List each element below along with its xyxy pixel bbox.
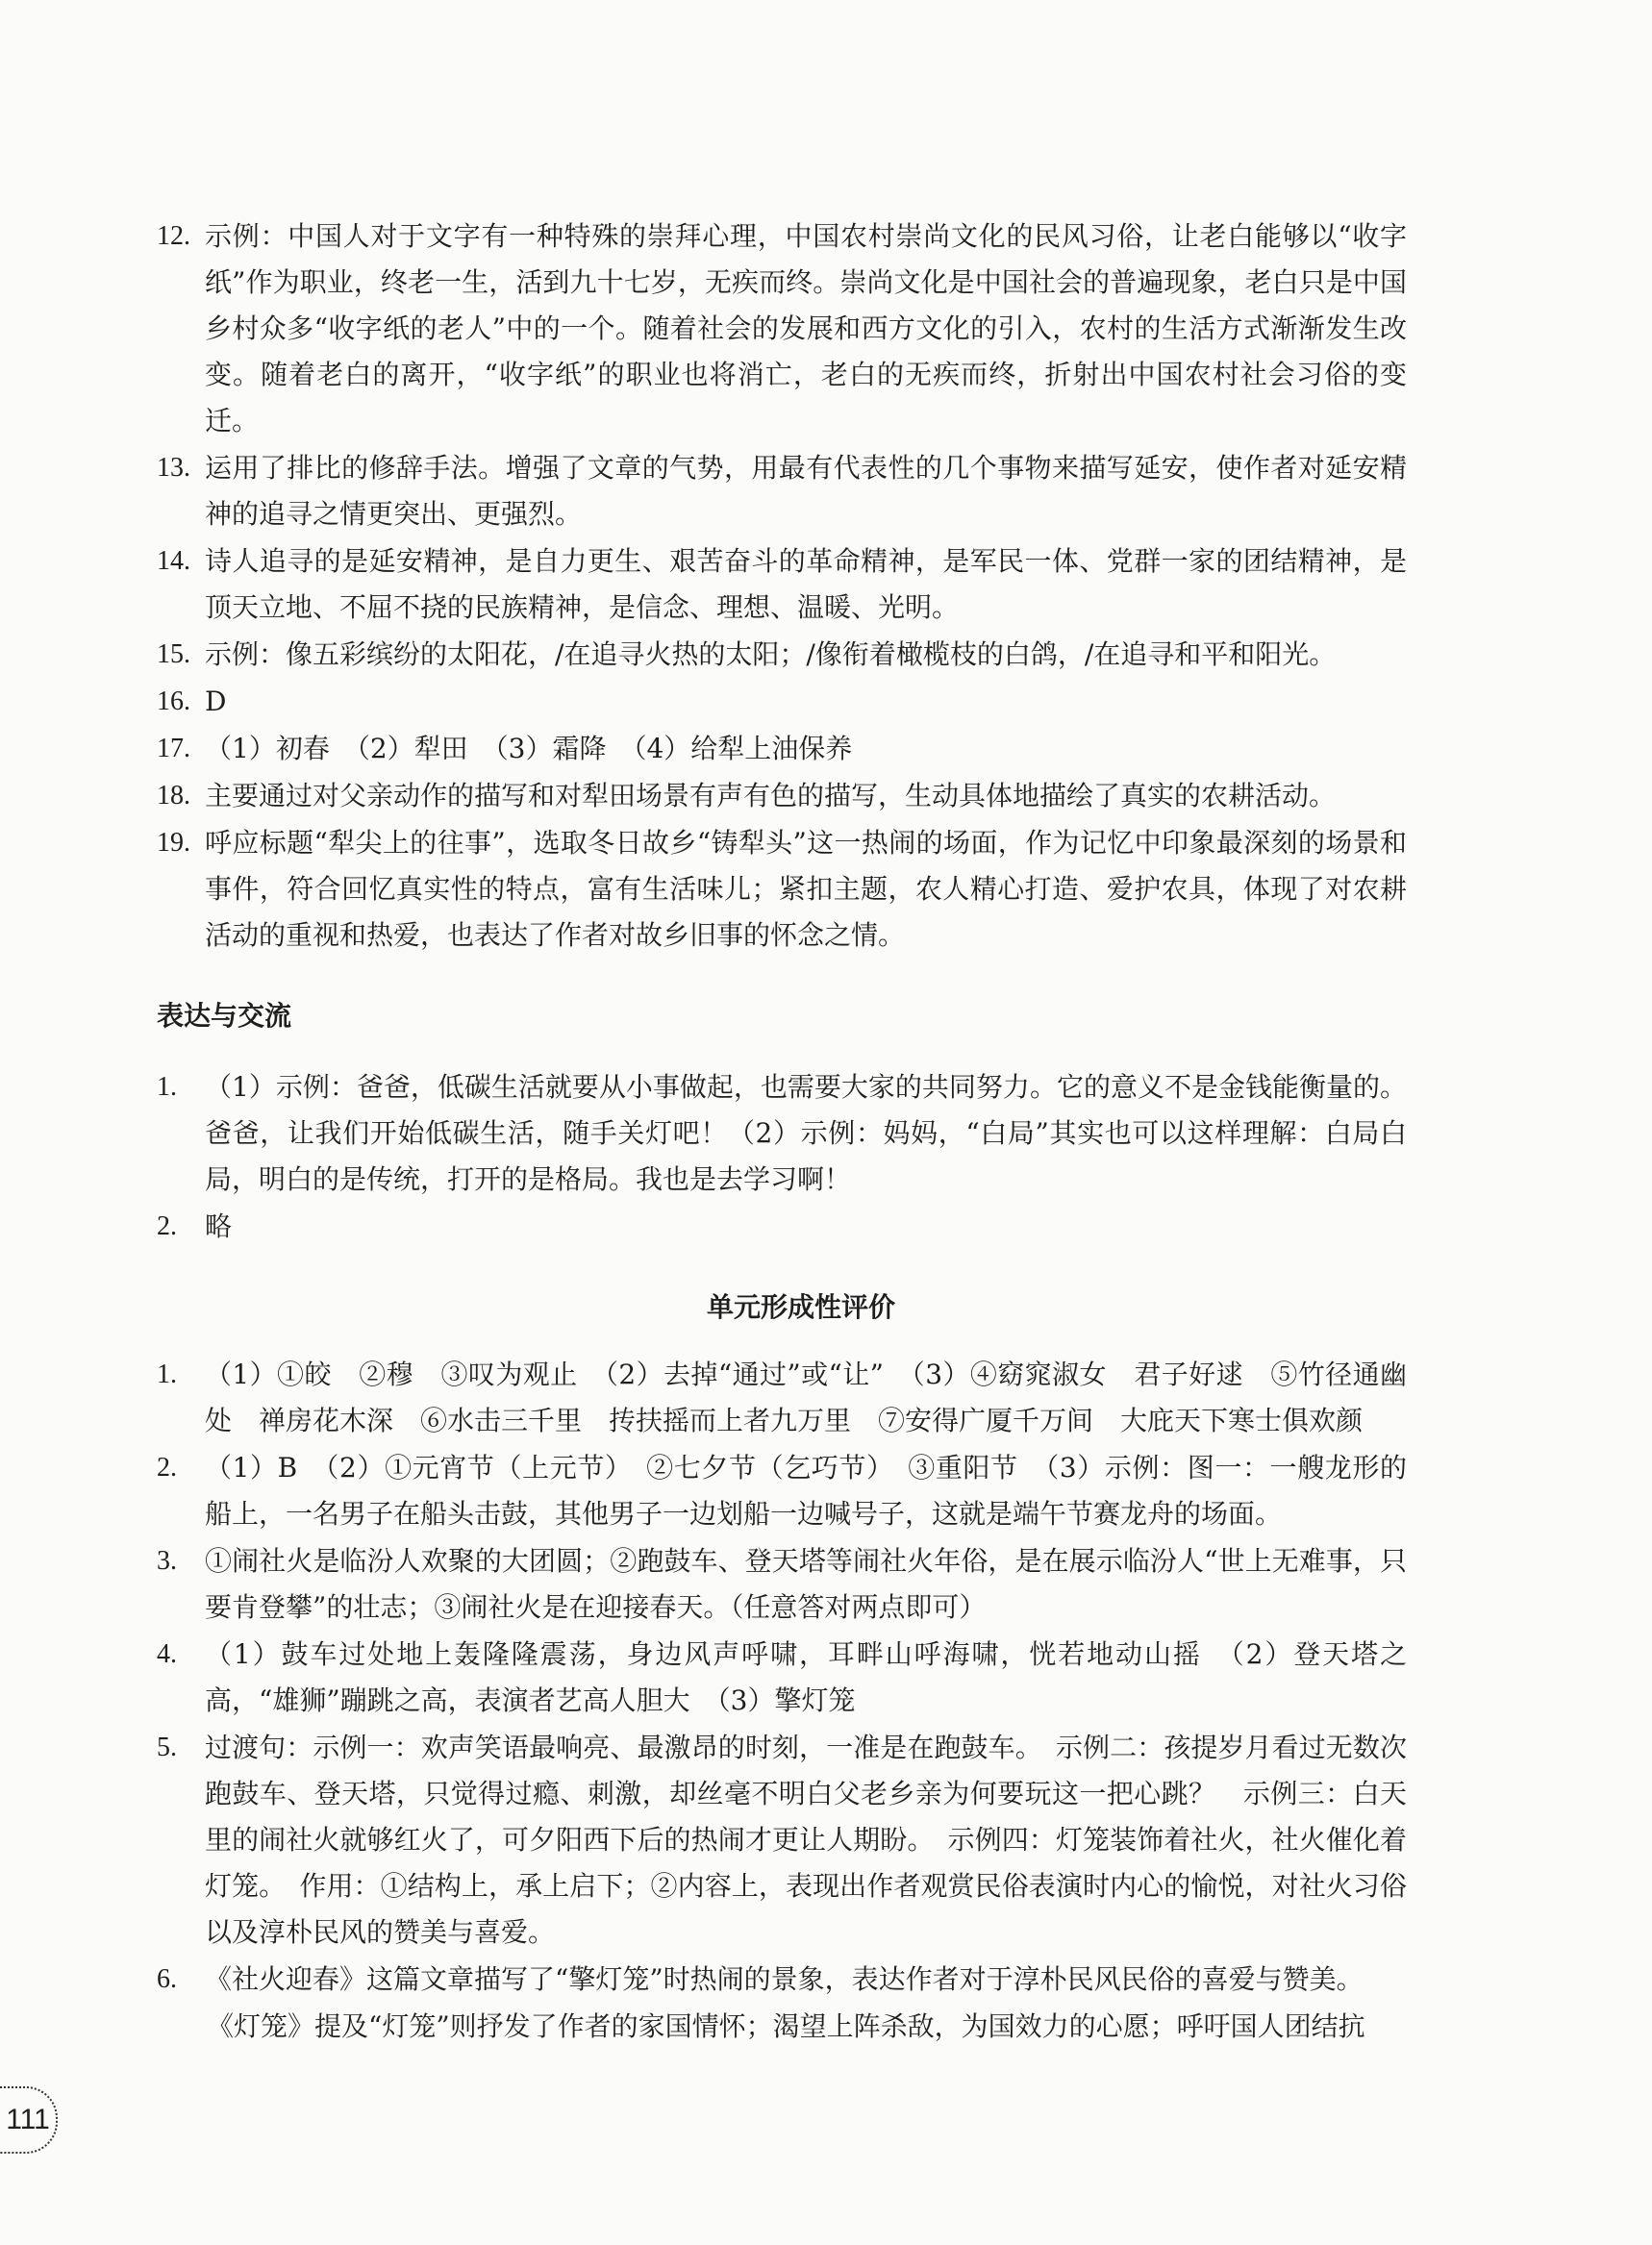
item-text: （1）鼓车过处地上轰隆隆震荡，身边风声呼啸，耳畔山呼海啸，恍若地动山摇 （2）登天塔之高，“雄狮”蹦跳之高，表演者艺高人胆大 （3）擎灯笼 (205, 1638, 1407, 1716)
section-heading-unit-evaluation: 单元形成性评价 (706, 1291, 895, 1323)
item-number: 18. (157, 781, 190, 811)
answer-item (157, 773, 1407, 819)
item-number: 14. (157, 546, 190, 576)
answer-item (157, 538, 1407, 631)
answer-item (157, 679, 1407, 725)
item-text: 诗人追寻的是延安精神，是自力更生、艰苦奋斗的革命精神，是军民一体、党群一家的团结精神，是顶天立地、不屈不挠的民族精神，是信念、理想、温暖、光明。 (205, 545, 1407, 623)
answer-item (157, 1445, 1407, 1537)
item-number: 19. (157, 828, 190, 858)
item-text: 主要通过对父亲动作的描写和对犁田场景有声有色的描写，生动具体地描绘了真实的农耕活动。 (205, 780, 1337, 811)
page-content (157, 213, 1407, 2050)
item-number: 15. (157, 639, 190, 669)
answer-item (157, 213, 1407, 444)
answer-item (157, 1538, 1407, 1631)
answer-list-top (157, 213, 1407, 959)
item-number: 1. (157, 1072, 177, 1102)
answer-list-unit (157, 1352, 1407, 2050)
item-number: 3. (157, 1546, 177, 1576)
page-number: 111 (6, 2104, 50, 2135)
page-number-badge (0, 2086, 58, 2154)
section-heading-expression: 表达与交流 (157, 1000, 292, 1032)
answer-list-expression (157, 1064, 1407, 1250)
answer-item (157, 1204, 1407, 1250)
answer-item (157, 1957, 1407, 2003)
item-continuation-text: 《灯笼》提及“灯笼”则抒发了作者的家国情怀；渴望上阵杀敌，为国效力的心愿；呼吁国人团结抗 (207, 2010, 1365, 2042)
item-text: （1）①皎 ②穆 ③叹为观止 （2）去掉“通过”或“让” （3）④窈窕淑女 君子好逑 ⑤竹径通幽处 禅房花木深 ⑥水击三千里 抟扶摇而上者九万里 ⑦安得广厦千万间 大庇天下寒士俱欢颜 (205, 1359, 1407, 1436)
item-text: 略 (205, 1210, 233, 1242)
item-number: 5. (157, 1733, 177, 1762)
answer-item (157, 1352, 1407, 1444)
item-text: （1）示例：爸爸，低碳生活就要从小事做起，也需要大家的共同努力。它的意义不是金钱能衡量的。爸爸，让我们开始低碳生活，随手关灯吧！（2）示例：妈妈，“白局”其实也可以这样理解：白局白局，明白的是传统，打开的是格局。我也是去学习啊！ (205, 1071, 1407, 1195)
item-text: 示例：中国人对于文字有一种特殊的崇拜心理，中国农村崇尚文化的民风习俗，让老白能够以“收字纸”作为职业，终老一生，活到九十七岁，无疾而终。崇尚文化是中国社会的普遍现象，老白只是中国乡村众多“收字纸的老人”中的一个。随着社会的发展和西方文化的引入，农村的生活方式渐渐发生改变。随着老白的离开，“收字纸”的职业也将消亡，老白的无疾而终，折射出中国农村社会习俗的变迁。 (205, 220, 1407, 437)
item-number: 6. (157, 1964, 177, 1994)
item-text: （1）B （2）①元宵节（上元节） ②七夕节（乞巧节） ③重阳节 （3）示例：图一：一艘龙形的船上，一名男子在船头击鼓，其他男子一边划船一边喊号子，这就是端午节赛龙舟的场面。 (205, 1452, 1407, 1530)
answer-item (157, 1632, 1407, 1724)
answer-item (157, 445, 1407, 537)
answer-item (157, 820, 1407, 959)
answer-item (157, 1064, 1407, 1203)
item-text: ①闹社火是临汾人欢聚的大团圆；②跑鼓车、登天塔等闹社火年俗，是在展示临汾人“世上无难事，只要肯登攀”的壮志；③闹社火是在迎接春天。（任意答对两点即可） (205, 1545, 1407, 1623)
item-text: 运用了排比的修辞手法。增强了文章的气势，用最有代表性的几个事物来描写延安，使作者对延安精神的追寻之情更突出、更强烈。 (205, 452, 1407, 530)
item-text: 《社火迎春》这篇文章描写了“擎灯笼”时热闹的景象，表达作者对于淳朴民风民俗的喜爱与赞美。 (205, 1963, 1364, 1995)
item-text: D (205, 686, 227, 717)
item-text: 呼应标题“犁尖上的往事”，选取冬日故乡“铸犁头”这一热闹的场面，作为记忆中印象最深刻的场景和事件，符合回忆真实性的特点，富有生活味儿；紧扣主题，农人精心打造、爱护农具，体现了对农耕活动的重视和热爱，也表达了作者对故乡旧事的怀念之情。 (205, 827, 1407, 951)
item-number: 16. (157, 686, 190, 716)
item-number: 2. (157, 1453, 177, 1483)
item-number: 13. (157, 453, 190, 483)
item-number: 1. (157, 1359, 177, 1389)
answer-item (157, 1725, 1407, 1956)
item-number: 4. (157, 1639, 177, 1669)
item-number: 2. (157, 1211, 177, 1241)
answer-item (157, 726, 1407, 772)
item-text: 示例：像五彩缤纷的太阳花，/在追寻火热的太阳；/像衔着橄榄枝的白鸽，/在追寻和平和阳光。 (205, 638, 1337, 670)
item-text: （1）初春 （2）犁田 （3）霜降 （4）给犁上油保养 (205, 733, 853, 764)
item-text: 过渡句：示例一：欢声笑语最响亮、最激昂的时刻，一准是在跑鼓车。 示例二：孩提岁月看过无数次跑鼓车、登天塔，只觉得过瘾、刺激，却丝毫不明白父老乡亲为何要玩这一把心跳？ 示例三：白天里的闹社火就够红火了，可夕阳西下后的热闹才更让人期盼。 示例四：灯笼装饰着社火，社火催化着灯笼。 作用：①结构上，承上启下；②内容上，表现出作者观赏民俗表演时内心的愉悦，对社火习俗以及淳朴民风的赞美与喜爱。 (205, 1732, 1407, 1948)
item-number: 17. (157, 734, 190, 763)
item-number: 12. (157, 221, 190, 251)
answer-item (157, 632, 1407, 678)
